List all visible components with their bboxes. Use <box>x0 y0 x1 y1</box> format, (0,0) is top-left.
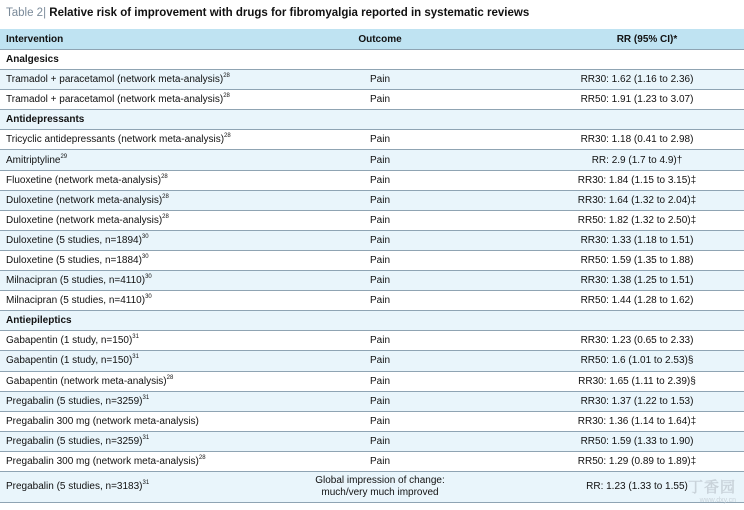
table-row <box>0 170 744 190</box>
table-label: Table 2| <box>6 7 47 19</box>
cell-outcome: Pain <box>270 431 490 451</box>
cell-intervention <box>0 130 270 150</box>
cell-outcome: Pain <box>270 170 490 190</box>
intervention-text: Duloxetine (network meta-analysis) <box>6 194 163 206</box>
table-caption <box>6 5 529 21</box>
cell-outcome: Pain <box>270 190 490 210</box>
outcome-line: Global impression of change: <box>315 474 445 486</box>
table-section-row <box>0 311 744 331</box>
cell-rr: RR30: 1.65 (1.11 to 2.39)§ <box>490 371 744 391</box>
reference-superscript: 28 <box>166 374 174 381</box>
reference-superscript: 31 <box>142 479 150 486</box>
reference-superscript: 31 <box>142 434 150 441</box>
intervention-text: Gabapentin (network meta-analysis) <box>6 375 167 387</box>
intervention-text: Milnacipran (5 studies, n=4110) <box>6 275 146 287</box>
table-row <box>0 391 744 411</box>
cell-intervention <box>0 70 270 90</box>
table-row <box>0 451 744 471</box>
table-row <box>0 70 744 90</box>
cell-outcome: Pain <box>270 230 490 250</box>
cell-intervention <box>0 371 270 391</box>
cell-intervention <box>0 351 270 371</box>
cell-outcome <box>270 471 490 502</box>
cell-rr: RR: 1.23 (1.33 to 1.55) <box>490 471 744 502</box>
cell-outcome: Pain <box>270 351 490 371</box>
cell-outcome: Pain <box>270 250 490 270</box>
cell-rr: RR30: 1.64 (1.32 to 2.04)‡ <box>490 190 744 210</box>
section-heading: Antiepileptics <box>0 311 744 331</box>
table-row <box>0 411 744 431</box>
reference-superscript: 30 <box>141 233 149 240</box>
reference-superscript: 30 <box>145 274 152 281</box>
cell-intervention <box>0 391 270 411</box>
cell-intervention <box>0 250 270 270</box>
cell-outcome: Pain <box>270 411 490 431</box>
reference-superscript: 31 <box>142 394 150 401</box>
reference-superscript: 28 <box>162 193 169 200</box>
intervention-text: Tramadol + paracetamol (network meta-analysis) <box>6 94 224 106</box>
intervention-text: Duloxetine (5 studies, n=1884) <box>6 254 142 266</box>
cell-rr: RR50: 1.44 (1.28 to 1.62) <box>490 291 744 311</box>
intervention-text: Milnacipran (5 studies, n=4110) <box>6 295 146 307</box>
reference-superscript: 31 <box>132 354 139 361</box>
intervention-text: Tricyclic antidepressants (network meta-analysis) <box>6 134 225 146</box>
reference-superscript: 28 <box>223 73 230 80</box>
cell-rr: RR50: 1.59 (1.35 to 1.88) <box>490 250 744 270</box>
cell-intervention <box>0 291 270 311</box>
cell-intervention <box>0 230 270 250</box>
intervention-text: Pregabalin (5 studies, n=3259) <box>6 435 143 447</box>
cell-intervention <box>0 150 270 170</box>
cell-rr: RR30: 1.18 (0.41 to 2.98) <box>490 130 744 150</box>
intervention-text: Gabapentin (1 study, n=150) <box>6 355 133 367</box>
reference-superscript: 28 <box>198 454 206 461</box>
watermark-text: 丁香园 <box>687 479 736 496</box>
cell-intervention <box>0 471 270 502</box>
cell-intervention <box>0 190 270 210</box>
cell-rr: RR30: 1.33 (1.18 to 1.51) <box>490 230 744 250</box>
intervention-text: Pregabalin (5 studies, n=3183) <box>6 480 143 492</box>
table-row <box>0 331 744 351</box>
table-row <box>0 190 744 210</box>
cell-rr: RR50: 1.82 (1.32 to 2.50)‡ <box>490 210 744 230</box>
cell-rr: RR50: 1.29 (0.89 to 1.89)‡ <box>490 451 744 471</box>
reference-superscript: 31 <box>132 334 139 341</box>
cell-rr: RR30: 1.84 (1.15 to 3.15)‡ <box>490 170 744 190</box>
header-rr: RR (95% CI)* <box>490 29 744 50</box>
table-row <box>0 230 744 250</box>
table-row <box>0 250 744 270</box>
cell-outcome: Pain <box>270 391 490 411</box>
intervention-text: Duloxetine (5 studies, n=1894) <box>6 234 142 246</box>
cell-outcome: Pain <box>270 291 490 311</box>
table-row <box>0 271 744 291</box>
table-row <box>0 150 744 170</box>
cell-outcome: Pain <box>270 451 490 471</box>
table-row <box>0 351 744 371</box>
watermark-url: www.dxy.cn <box>699 497 736 504</box>
section-heading: Analgesics <box>0 50 744 70</box>
cell-rr: RR50: 1.91 (1.23 to 3.07) <box>490 90 744 110</box>
intervention-text: Tramadol + paracetamol (network meta-analysis) <box>6 74 224 86</box>
cell-intervention <box>0 451 270 471</box>
cell-outcome: Pain <box>270 331 490 351</box>
cell-intervention <box>0 210 270 230</box>
table-section-row <box>0 50 744 70</box>
cell-intervention <box>0 170 270 190</box>
cell-intervention <box>0 431 270 451</box>
intervention-text: Fluoxetine (network meta-analysis) <box>6 174 162 186</box>
reference-superscript: 28 <box>161 173 168 180</box>
table-row <box>0 210 744 230</box>
table-row <box>0 431 744 451</box>
cell-rr: RR30: 1.36 (1.14 to 1.64)‡ <box>490 411 744 431</box>
table-row <box>0 90 744 110</box>
intervention-text: Pregabalin 300 mg (network meta-analysis) <box>6 455 199 467</box>
intervention-text: Gabapentin (1 study, n=150) <box>6 335 133 347</box>
cell-rr: RR: 2.9 (1.7 to 4.9)† <box>490 150 744 170</box>
section-heading: Antidepressants <box>0 110 744 130</box>
reference-superscript: 30 <box>145 294 152 301</box>
cell-outcome: Pain <box>270 130 490 150</box>
reference-superscript: 29 <box>60 153 68 160</box>
cell-intervention <box>0 90 270 110</box>
cell-rr: RR30: 1.37 (1.22 to 1.53) <box>490 391 744 411</box>
cell-intervention <box>0 331 270 351</box>
table-body <box>0 50 744 503</box>
outcome-line: much/very much improved <box>321 486 439 498</box>
table-header-row <box>0 29 744 50</box>
watermark-logo <box>688 476 736 504</box>
cell-intervention <box>0 271 270 291</box>
cell-rr: RR50: 1.59 (1.33 to 1.90) <box>490 431 744 451</box>
reference-superscript: 28 <box>162 213 169 220</box>
table-row <box>0 130 744 150</box>
intervention-text: Pregabalin (5 studies, n=3259) <box>6 395 143 407</box>
cell-outcome: Pain <box>270 210 490 230</box>
table-title: Relative risk of improvement with drugs for fibromyalgia reported in systematic reviews <box>49 7 530 19</box>
cell-outcome: Pain <box>270 271 490 291</box>
cell-rr: RR30: 1.62 (1.16 to 2.36) <box>490 70 744 90</box>
cell-rr: RR50: 1.6 (1.01 to 2.53)§ <box>490 351 744 371</box>
table-section-row <box>0 110 744 130</box>
reference-superscript: 30 <box>141 253 149 260</box>
cell-outcome: Pain <box>270 371 490 391</box>
cell-intervention <box>0 411 270 431</box>
cell-outcome: Pain <box>270 150 490 170</box>
cell-outcome: Pain <box>270 70 490 90</box>
intervention-text: Pregabalin 300 mg (network meta-analysis) <box>6 415 199 427</box>
table-row <box>0 371 744 391</box>
header-intervention: Intervention <box>0 29 270 50</box>
cell-rr: RR30: 1.38 (1.25 to 1.51) <box>490 271 744 291</box>
cell-rr: RR30: 1.23 (0.65 to 2.33) <box>490 331 744 351</box>
header-outcome: Outcome <box>270 29 490 50</box>
reference-superscript: 28 <box>223 93 230 100</box>
intervention-text: Duloxetine (network meta-analysis) <box>6 214 163 226</box>
reference-superscript: 28 <box>224 133 231 140</box>
fibromyalgia-table <box>0 29 744 503</box>
table-row <box>0 291 744 311</box>
intervention-text: Amitriptyline <box>6 154 61 166</box>
table-row <box>0 471 744 502</box>
cell-outcome: Pain <box>270 90 490 110</box>
